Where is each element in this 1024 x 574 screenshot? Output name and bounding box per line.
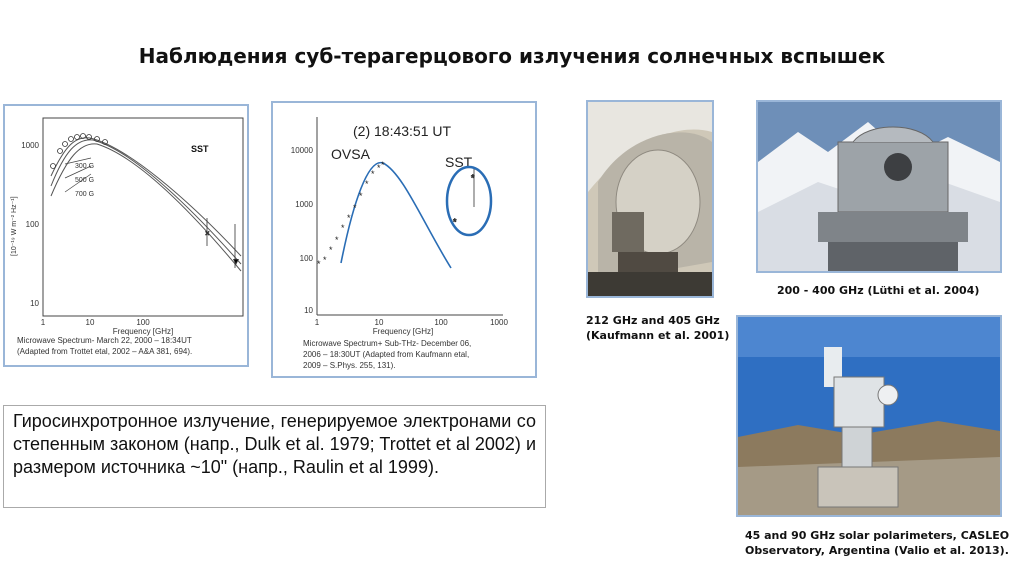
time-label: (2) 18:43:51 UT [353,123,452,139]
svg-text:×: × [205,229,210,238]
svg-text:▼: ▼ [232,257,240,266]
y-tick-label: 10 [304,306,313,315]
y-tick-label: 1000 [21,141,39,150]
caption-line: Microwave Spectrum+ Sub-THz- December 06, [303,339,472,348]
ovsa-label: OVSA [331,146,370,162]
description-text: Гиросинхротронное излучение, генерируемое электронами со степенным законом (напр., Dulk et al. 1979; Trottet et al 2002) и размером источника ~10" (напр., Raulin et al 1999). [3,405,546,508]
casleo-caption-line1: 45 and 90 GHz solar polarimeters, CASLEO [745,529,1010,542]
model-curve [51,140,241,264]
field-label-500: 500 G [75,177,95,184]
kosma-observatory-photo [756,100,1002,273]
svg-text:*: * [371,169,375,179]
y-tick-label: 100 [25,220,39,229]
caption-line: Microwave Spectrum- March 22, 2000 – 18:34UT [17,336,192,345]
svg-text:*: * [323,255,327,265]
sst-label: SST [445,154,473,170]
x-axis-label: Frequency [GHz] [112,327,174,336]
field-label-700: 700 G [75,191,95,198]
svg-text:*: * [359,191,363,201]
svg-text:*: * [471,173,475,183]
casleo-caption-line2: Observatory, Argentina (Valio et al. 2013). [745,544,1009,557]
caption-line: 2009 – S.Phys. 255, 131). [303,361,396,370]
x-tick-label: 10 [85,318,95,327]
svg-text:*: * [317,259,321,269]
x-tick-label: 10 [374,318,384,327]
svg-text:*: * [341,223,345,233]
svg-text:*: * [353,203,357,213]
ovsa-points [317,160,385,269]
x-tick-label: 1 [314,318,320,327]
svg-text:*: * [347,213,351,223]
y-tick-label: 100 [299,254,313,263]
caption-line: 2006 – 18:30UT (Adapted from Kaufmann etal, [303,350,470,359]
x-axis-label: Frequency [GHz] [372,327,434,336]
caption-line: (Adapted from Trottet etal, 2002 – A&A 381, 694). [17,347,193,356]
y-tick-label: 10000 [290,146,313,155]
y-axis-label: [10⁻¹⁹ W m⁻² Hz⁻¹] [11,196,18,256]
svg-text:*: * [381,160,385,170]
sst-caption-line2: (Kaufmann et al. 2001) [586,329,730,342]
sst-telescope-photo [586,100,714,298]
kosma-caption: 200 - 400 GHz (Lüthi et al. 2004) [777,284,980,297]
y-tick-label: 10 [30,299,39,308]
sst-points [453,169,475,227]
x-tick-label: 1000 [490,318,508,327]
left-spectrum-panel [3,104,249,367]
svg-text:*: * [377,163,381,173]
left-spectrum-chart [5,106,247,365]
right-spectrum-panel [271,101,537,378]
casleo-polarimeter-photo [736,315,1002,517]
sst-label: SST [191,144,209,154]
svg-text:*: * [335,235,339,245]
slide-title: Наблюдения суб-терагерцового излучения солнечных вспышек [138,44,886,68]
field-label-300: 300 G [75,163,95,170]
svg-text:*: * [329,245,333,255]
y-tick-label: 1000 [295,200,313,209]
x-tick-label: 1 [40,318,46,327]
fit-curve [341,163,451,268]
x-tick-label: 100 [434,318,448,327]
right-spectrum-chart [273,103,535,376]
svg-text:*: * [453,217,457,227]
x-tick-label: 100 [136,318,150,327]
svg-text:*: * [365,179,369,189]
sst-caption-line1: 212 GHz and 405 GHz [586,314,720,327]
